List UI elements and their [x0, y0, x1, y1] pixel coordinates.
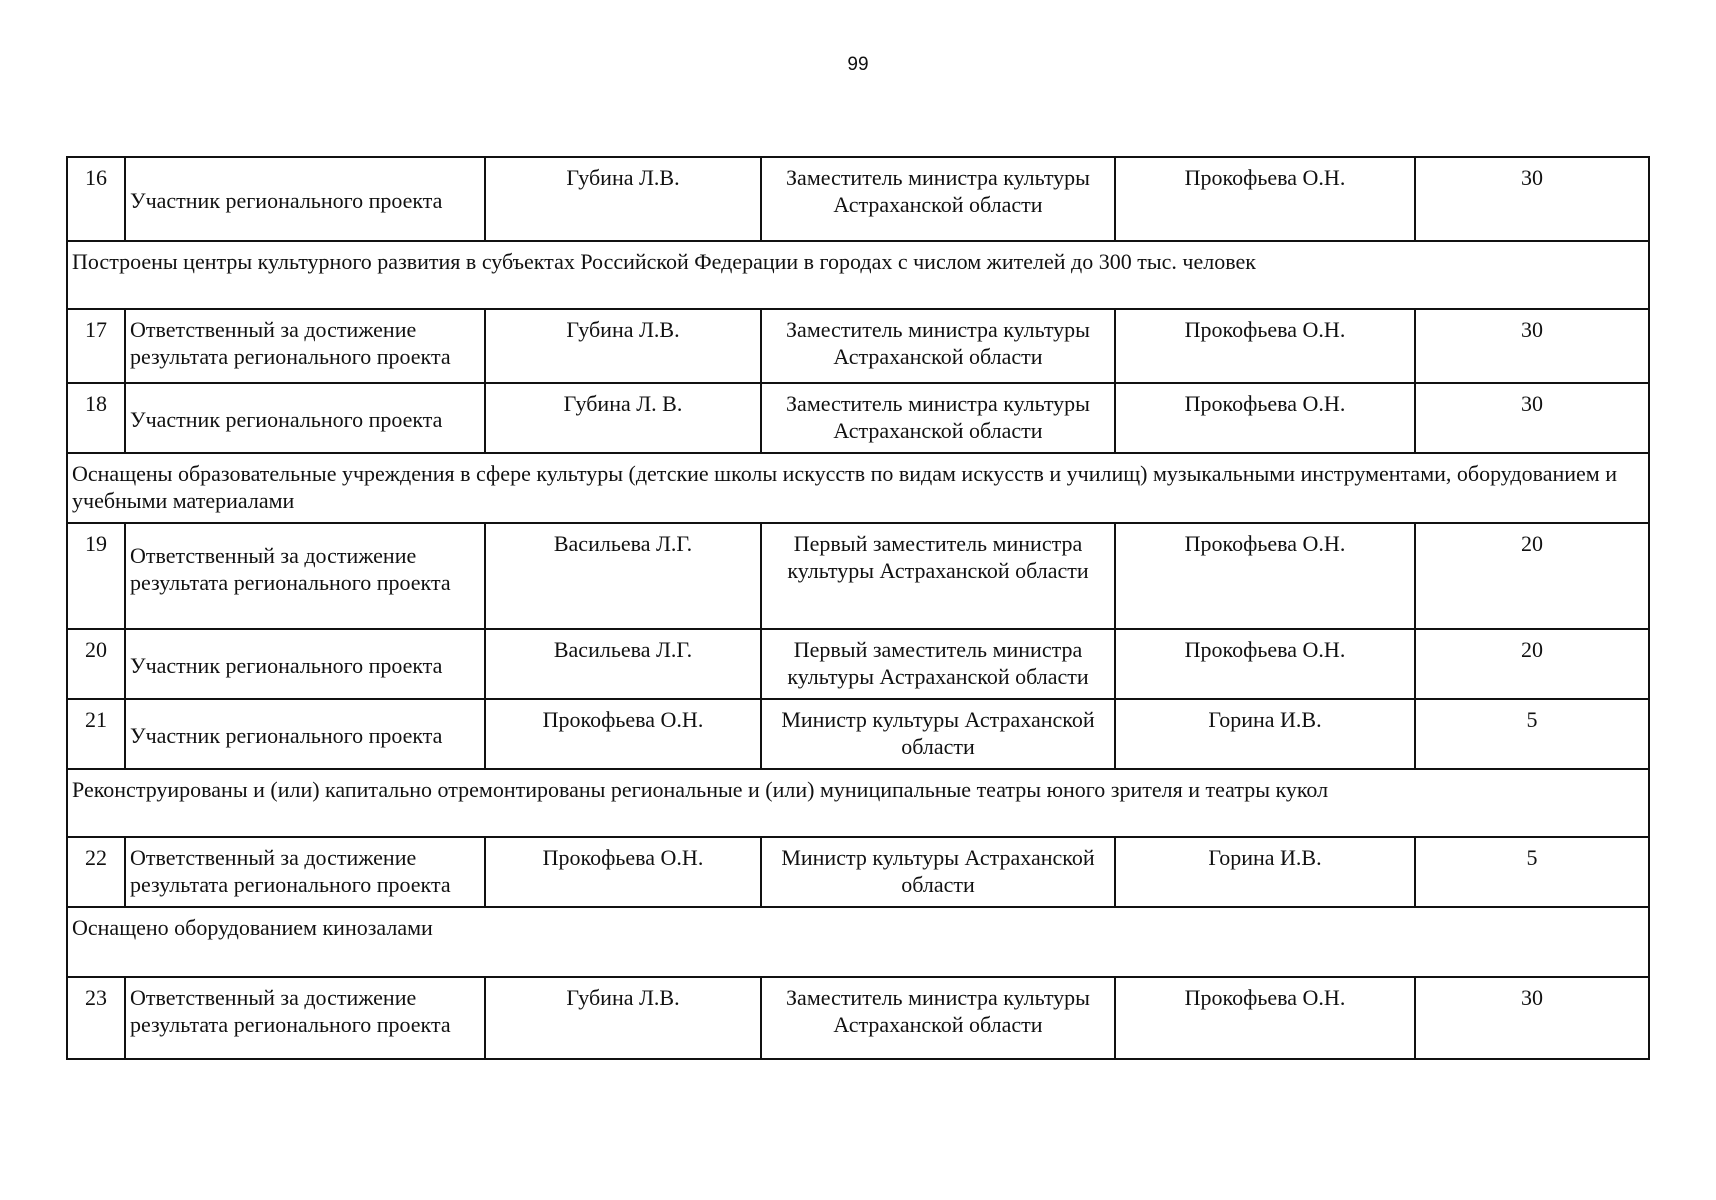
- role-cell: Ответственный за достижение результата регионального проекта: [125, 837, 485, 907]
- section-row: [67, 241, 1649, 309]
- role-cell: Ответственный за достижение результата регионального проекта: [125, 309, 485, 383]
- table-row: [67, 309, 1649, 383]
- row-number: 17: [67, 309, 125, 383]
- row-number: 22: [67, 837, 125, 907]
- position-cell: Министр культуры Астраханской области: [761, 699, 1115, 769]
- supervisor-cell: Прокофьева О.Н.: [1115, 309, 1415, 383]
- section-heading: Оснащено оборудованием кинозалами: [67, 907, 1649, 977]
- table-row: [67, 629, 1649, 699]
- role-cell: Участник регионального проекта: [125, 383, 485, 453]
- table-row: [67, 383, 1649, 453]
- responsible-name-cell: Губина Л.В.: [485, 157, 761, 241]
- row-number: 16: [67, 157, 125, 241]
- position-cell: Заместитель министра культуры Астраханской области: [761, 157, 1115, 241]
- responsibility-table: [66, 156, 1650, 1060]
- value-cell: 30: [1415, 977, 1649, 1059]
- position-cell: Заместитель министра культуры Астраханской области: [761, 383, 1115, 453]
- table-row: [67, 699, 1649, 769]
- row-number: 23: [67, 977, 125, 1059]
- responsible-name-cell: Губина Л. В.: [485, 383, 761, 453]
- supervisor-cell: Прокофьева О.Н.: [1115, 977, 1415, 1059]
- row-number: 19: [67, 523, 125, 629]
- section-row: [67, 769, 1649, 837]
- position-cell: Первый заместитель министра культуры Астраханской области: [761, 629, 1115, 699]
- table-row: [67, 157, 1649, 241]
- value-cell: 30: [1415, 157, 1649, 241]
- supervisor-cell: Прокофьева О.Н.: [1115, 157, 1415, 241]
- role-cell: Ответственный за достижение результата регионального проекта: [125, 523, 485, 629]
- table-row: [67, 977, 1649, 1059]
- position-cell: Заместитель министра культуры Астраханской области: [761, 309, 1115, 383]
- supervisor-cell: Прокофьева О.Н.: [1115, 523, 1415, 629]
- row-number: 21: [67, 699, 125, 769]
- position-cell: Первый заместитель министра культуры Астраханской области: [761, 523, 1115, 629]
- position-cell: Министр культуры Астраханской области: [761, 837, 1115, 907]
- table-row: [67, 523, 1649, 629]
- supervisor-cell: Горина И.В.: [1115, 699, 1415, 769]
- role-cell: Ответственный за достижение результата регионального проекта: [125, 977, 485, 1059]
- value-cell: 20: [1415, 523, 1649, 629]
- responsible-name-cell: Губина Л.В.: [485, 309, 761, 383]
- value-cell: 30: [1415, 383, 1649, 453]
- responsible-name-cell: Прокофьева О.Н.: [485, 699, 761, 769]
- value-cell: 5: [1415, 699, 1649, 769]
- section-heading: Реконструированы и (или) капитально отремонтированы региональные и (или) муниципальные театры юного зрителя и театры кукол: [67, 769, 1649, 837]
- value-cell: 5: [1415, 837, 1649, 907]
- role-cell: Участник регионального проекта: [125, 699, 485, 769]
- section-row: [67, 453, 1649, 523]
- position-cell: Заместитель министра культуры Астраханской области: [761, 977, 1115, 1059]
- section-heading: Построены центры культурного развития в субъектах Российской Федерации в городах с числом жителей до 300 тыс. человек: [67, 241, 1649, 309]
- section-heading: Оснащены образовательные учреждения в сфере культуры (детские школы искусств по видам искусств и училищ) музыкальными инструментами, оборудованием и учебными материалами: [67, 453, 1649, 523]
- row-number: 20: [67, 629, 125, 699]
- responsible-name-cell: Прокофьева О.Н.: [485, 837, 761, 907]
- row-number: 18: [67, 383, 125, 453]
- value-cell: 30: [1415, 309, 1649, 383]
- supervisor-cell: Прокофьева О.Н.: [1115, 383, 1415, 453]
- supervisor-cell: Прокофьева О.Н.: [1115, 629, 1415, 699]
- role-cell: Участник регионального проекта: [125, 629, 485, 699]
- value-cell: 20: [1415, 629, 1649, 699]
- page-number: 99: [847, 54, 869, 75]
- role-cell: Участник регионального проекта: [125, 157, 485, 241]
- section-row: [67, 907, 1649, 977]
- supervisor-cell: Горина И.В.: [1115, 837, 1415, 907]
- responsible-name-cell: Губина Л.В.: [485, 977, 761, 1059]
- table-row: [67, 837, 1649, 907]
- responsible-name-cell: Васильева Л.Г.: [485, 629, 761, 699]
- responsible-name-cell: Васильева Л.Г.: [485, 523, 761, 629]
